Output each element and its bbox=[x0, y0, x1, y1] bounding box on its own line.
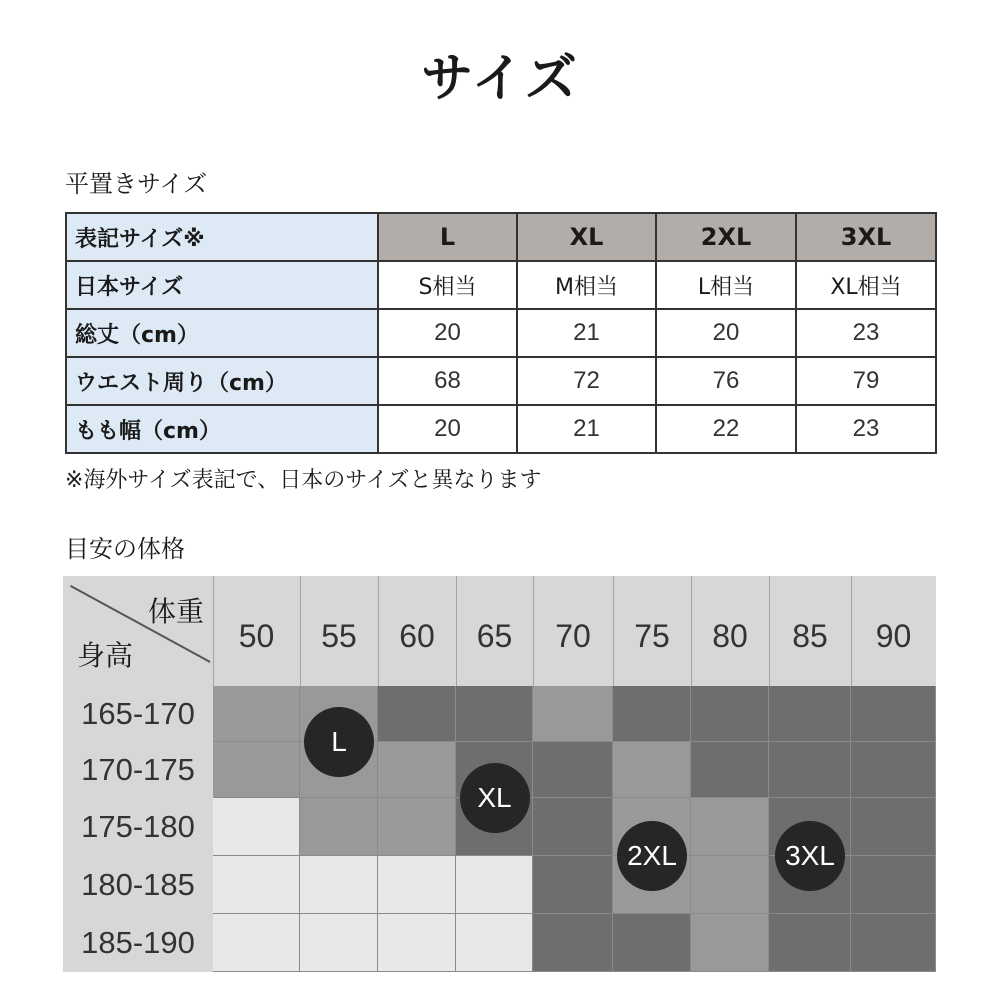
grid-cell bbox=[769, 742, 851, 798]
table-cell: 21 bbox=[517, 405, 656, 453]
grid-cell bbox=[691, 856, 769, 914]
size-table-header-label: 表記サイズ※ bbox=[66, 213, 378, 261]
grid-cell bbox=[213, 686, 300, 742]
grid-cell bbox=[378, 856, 456, 914]
row-label-waist: ウエスト周り（cm） bbox=[66, 357, 378, 405]
weight-label: 50 bbox=[238, 618, 275, 654]
table-cell: S相当 bbox=[378, 261, 517, 309]
grid-cell bbox=[851, 798, 936, 856]
table-cell: 23 bbox=[796, 309, 936, 357]
weight-label: 90 bbox=[875, 618, 912, 654]
weight-label: 70 bbox=[555, 618, 591, 654]
grid-cell bbox=[691, 914, 769, 972]
weight-label: 85 bbox=[792, 618, 828, 654]
row-label-japan-size: 日本サイズ bbox=[66, 261, 378, 309]
table-cell: 20 bbox=[378, 405, 517, 453]
weight-label: 55 bbox=[321, 618, 357, 654]
grid-cell bbox=[851, 914, 936, 972]
body-guide-heading: 目安の体格 bbox=[65, 535, 185, 563]
grid-cell bbox=[533, 914, 613, 972]
grid-cell bbox=[691, 798, 769, 856]
weight-label: 80 bbox=[712, 618, 748, 654]
size-table bbox=[65, 212, 937, 454]
grid-cell bbox=[691, 742, 769, 798]
corner-height-label: 身高 bbox=[77, 639, 134, 672]
size-badge: 3XL bbox=[775, 821, 845, 891]
grid-cell bbox=[533, 856, 613, 914]
grid-cell bbox=[213, 742, 300, 798]
table-row bbox=[66, 357, 936, 405]
grid-cell bbox=[613, 914, 691, 972]
height-label: 165-170 bbox=[81, 696, 195, 731]
size-badge: XL bbox=[460, 763, 530, 833]
table-cell: 76 bbox=[656, 357, 796, 405]
grid-cell bbox=[213, 856, 300, 914]
height-label: 170-175 bbox=[81, 752, 195, 787]
grid-cell bbox=[769, 686, 851, 742]
weight-label: 60 bbox=[399, 618, 435, 654]
table-cell: 23 bbox=[796, 405, 936, 453]
size-badge: 2XL bbox=[617, 821, 687, 891]
table-cell: 72 bbox=[517, 357, 656, 405]
grid-cell bbox=[456, 856, 533, 914]
table-cell: XL相当 bbox=[796, 261, 936, 309]
flat-size-heading: 平置きサイズ bbox=[65, 170, 208, 198]
table-row bbox=[66, 405, 936, 453]
height-label: 180-185 bbox=[81, 867, 195, 902]
grid-cell bbox=[378, 914, 456, 972]
table-cell: 21 bbox=[517, 309, 656, 357]
table-cell: 20 bbox=[378, 309, 517, 357]
table-cell: L相当 bbox=[656, 261, 796, 309]
table-row bbox=[66, 261, 936, 309]
grid-cell bbox=[378, 686, 456, 742]
body-guide-chart bbox=[63, 576, 936, 972]
grid-cell bbox=[378, 742, 456, 798]
table-cell: 79 bbox=[796, 357, 936, 405]
page-title: サイズ bbox=[421, 49, 579, 109]
grid-cell bbox=[613, 686, 691, 742]
grid-cell bbox=[378, 798, 456, 856]
grid-cell bbox=[456, 914, 533, 972]
size-badge: L bbox=[304, 707, 374, 777]
grid-cell bbox=[769, 914, 851, 972]
grid-cell bbox=[300, 914, 378, 972]
height-label: 175-180 bbox=[81, 809, 195, 844]
grid-cell bbox=[851, 856, 936, 914]
grid-cell bbox=[213, 798, 300, 856]
weight-label: 75 bbox=[634, 618, 670, 654]
row-label-total-length: 総丈（cm） bbox=[66, 309, 378, 357]
size-header-xl: XL bbox=[517, 213, 656, 261]
grid-cell bbox=[533, 742, 613, 798]
grid-cell bbox=[851, 742, 936, 798]
size-header-l: L bbox=[378, 213, 517, 261]
grid-cell bbox=[613, 742, 691, 798]
grid-cell bbox=[533, 798, 613, 856]
grid-cell bbox=[456, 686, 533, 742]
table-cell: M相当 bbox=[517, 261, 656, 309]
grid-cell bbox=[300, 798, 378, 856]
grid-cell bbox=[300, 856, 378, 914]
table-cell: 22 bbox=[656, 405, 796, 453]
table-cell: 20 bbox=[656, 309, 796, 357]
grid-cell bbox=[533, 686, 613, 742]
size-note: ※海外サイズ表記で、日本のサイズと異なります bbox=[65, 468, 542, 493]
table-cell: 68 bbox=[378, 357, 517, 405]
size-header-2xl: 2XL bbox=[656, 213, 796, 261]
grid-cell bbox=[691, 686, 769, 742]
size-header-3xl: 3XL bbox=[796, 213, 936, 261]
row-label-thigh: もも幅（cm） bbox=[66, 405, 378, 453]
grid-cell bbox=[213, 914, 300, 972]
weight-label: 65 bbox=[476, 618, 513, 654]
table-row bbox=[66, 309, 936, 357]
corner-weight-label: 体重 bbox=[148, 595, 205, 628]
size-table-header-row bbox=[66, 213, 936, 261]
height-label: 185-190 bbox=[81, 925, 195, 960]
grid-cell bbox=[851, 686, 936, 742]
